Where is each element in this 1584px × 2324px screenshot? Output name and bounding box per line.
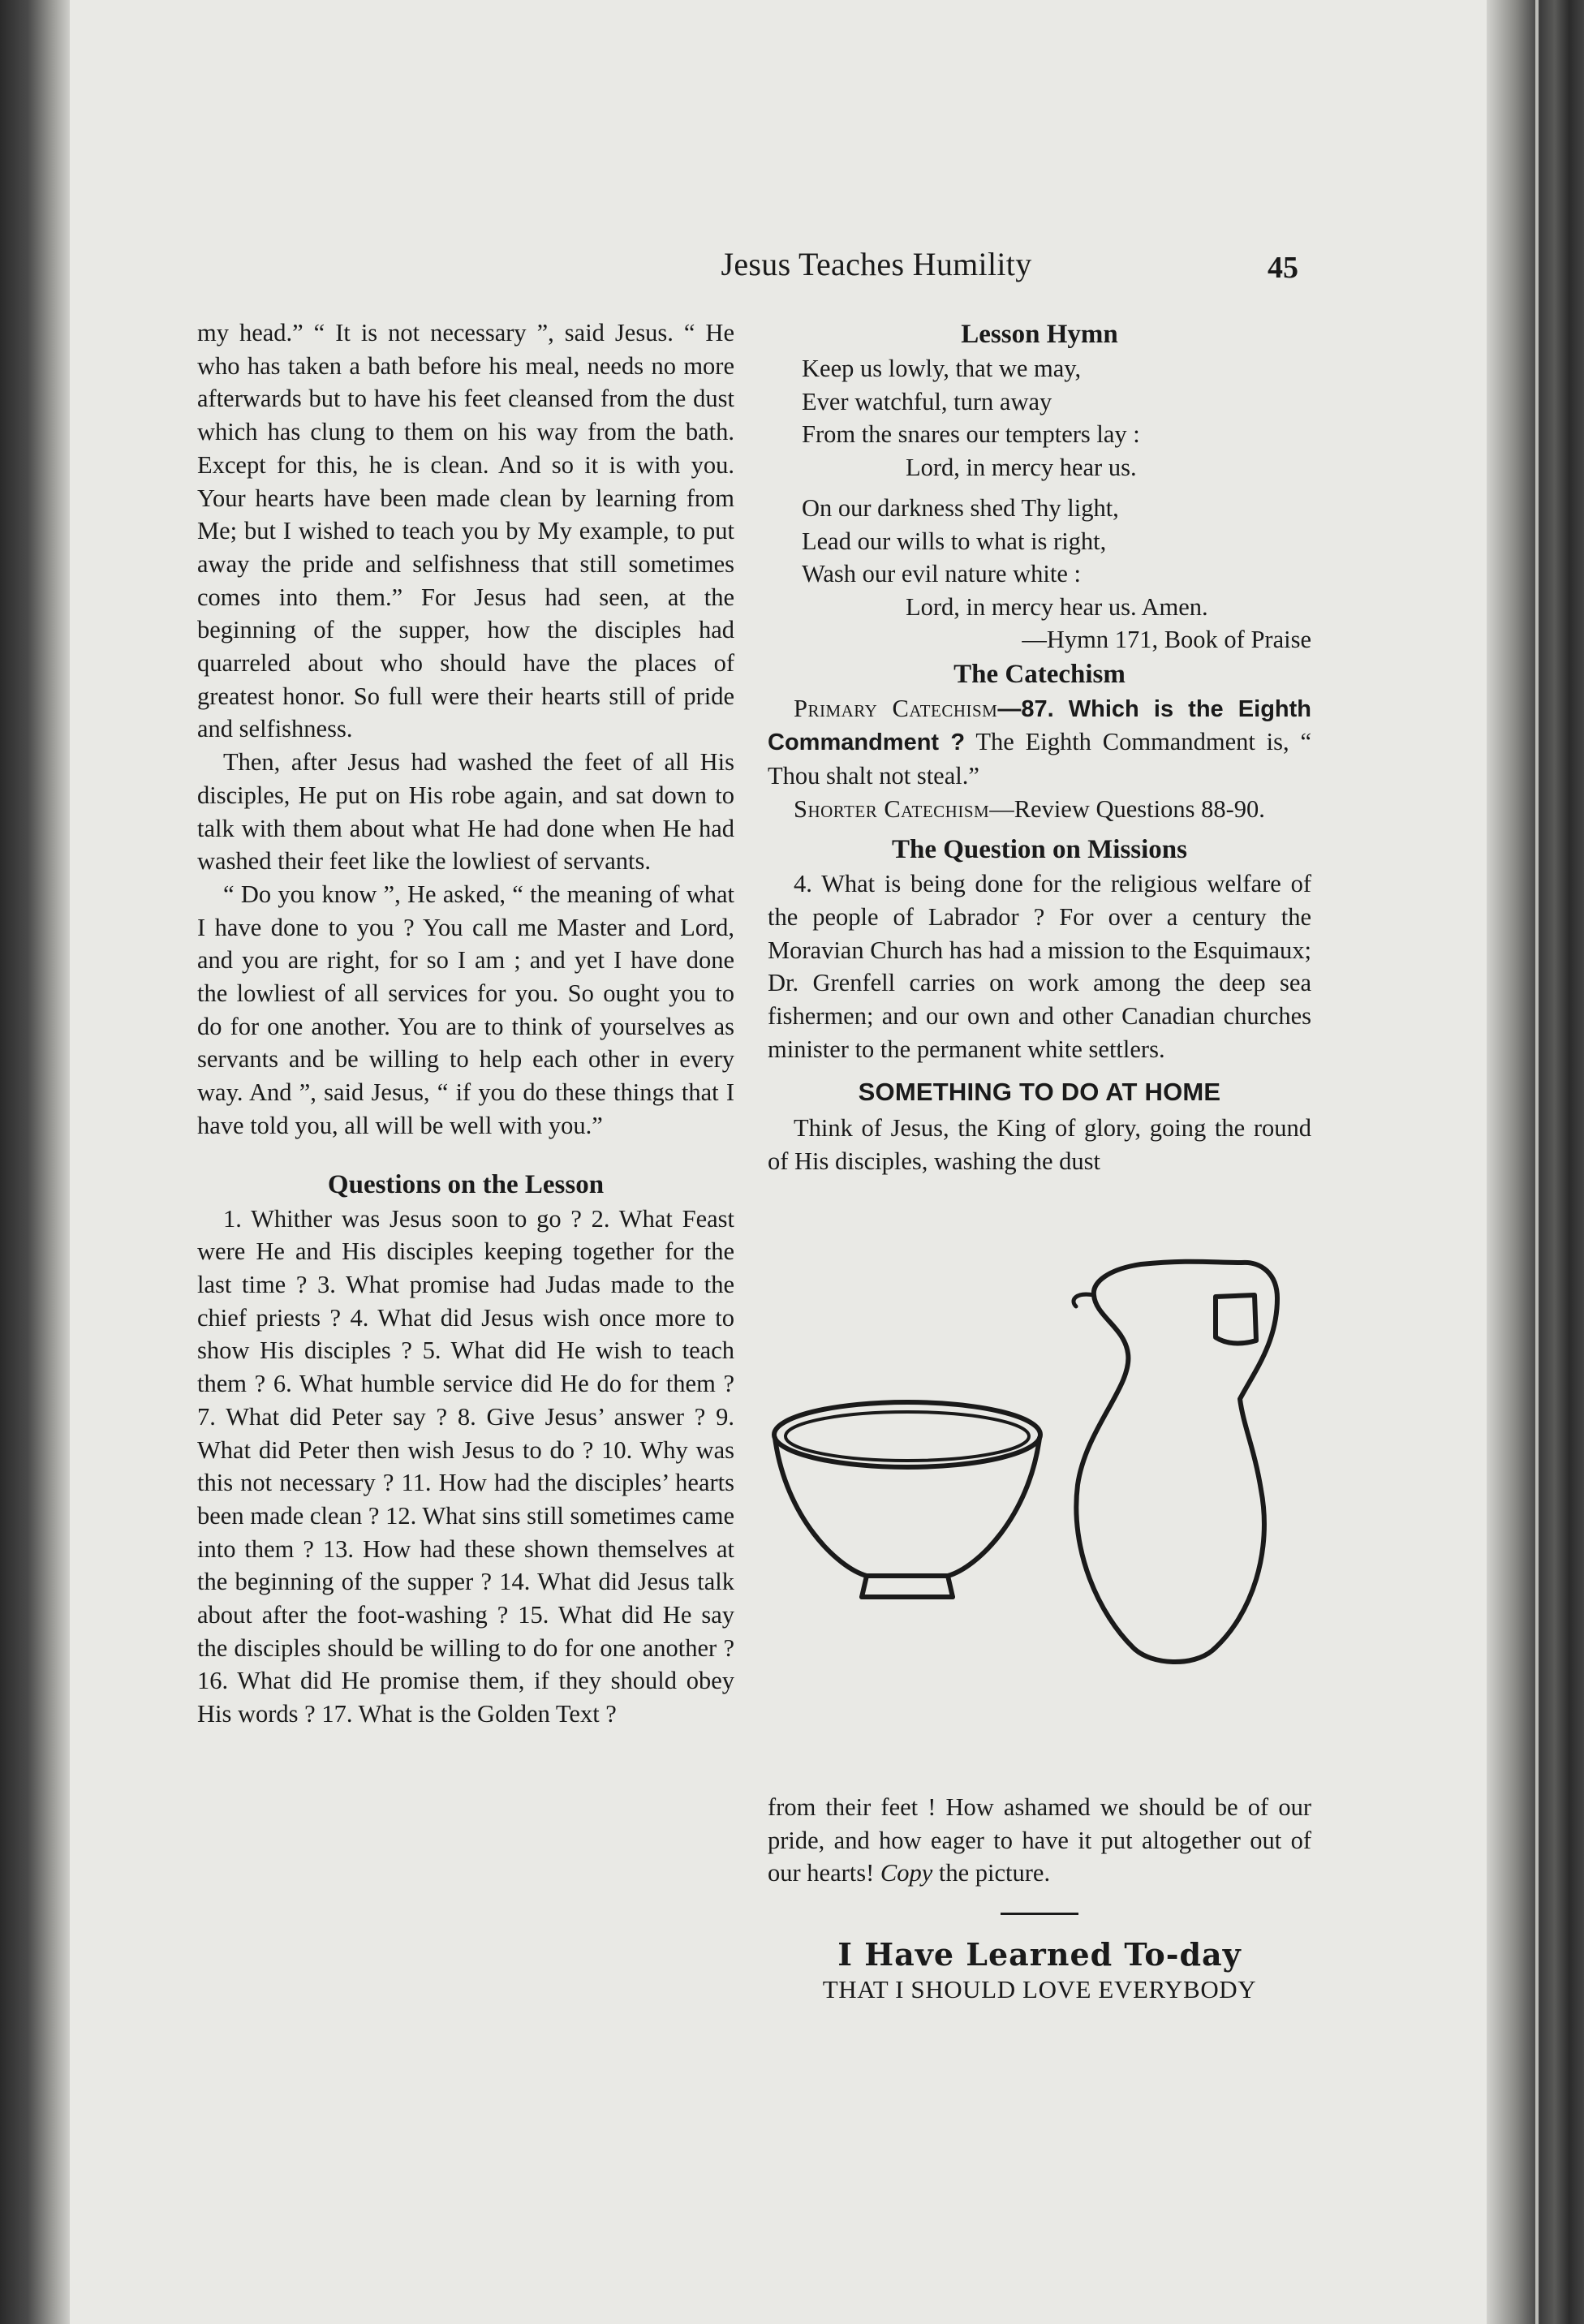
page-number: 45: [1268, 251, 1298, 285]
hymn-credit: —Hymn 171, Book of Praise: [1022, 626, 1311, 653]
hymn-stanza-2: [768, 492, 1311, 656]
primary-catechism-label: Primary Catechism: [794, 694, 998, 722]
shorter-catechism-label: Shorter Catechism: [794, 794, 990, 823]
scan-binding-shadow: [0, 0, 70, 2324]
hymn-line: On our darkness shed Thy light,: [802, 494, 1119, 522]
left-column: [197, 316, 734, 1731]
primary-catechism: [768, 692, 1311, 793]
home-text-before: Think of Jesus, the King of glory, going the round of His disciples, washing the dust: [768, 1114, 1311, 1175]
questions-heading: Questions on the Lesson: [327, 1169, 605, 1199]
primary-catechism-answer: The Eighth Commandment is, “ Thou shalt not steal.”: [768, 728, 1312, 790]
learned-motto: THAT I SHOULD LOVE EVERYBODY: [822, 1975, 1257, 2004]
shorter-catechism-text: —Review Questions 88-90.: [989, 794, 1265, 823]
primary-catechism-question: —87. Which is the Eighth Commandment ?: [768, 695, 1311, 756]
basin-drawing: [774, 1402, 1040, 1597]
home-text-after: [768, 1791, 1311, 1890]
running-head: Jesus Teaches Humility: [721, 246, 1032, 282]
copy-emphasis: Copy: [880, 1859, 933, 1887]
hymn-line: Wash our evil nature white :: [802, 560, 1081, 587]
scan-page-edges: [1487, 0, 1584, 2324]
hymn-refrain: Lord, in mercy hear us.: [906, 453, 1137, 481]
spacer: [768, 484, 1311, 492]
divider-rule: [1001, 1913, 1078, 1915]
right-column: [768, 316, 1311, 1178]
learned-title: I Have Learned To-day: [837, 1936, 1242, 1973]
hymn-heading: Lesson Hymn: [961, 320, 1118, 349]
missions-text: 4. What is being done for the religious welfare of the people of Labrador ? For over a century the Moravian Church has had a mission to the Esquimaux; Dr. Grenfell carries on work among the deep sea fishermen; and our own and other Canadian churches minister to the permanent white settlers.: [768, 870, 1311, 1063]
after-picture-section: [768, 1791, 1311, 2006]
story-paragraph-2: Then, after Jesus had washed the feet of all His disciples, He put on His robe again, and sat down to talk with them about what He had done when He had washed their feet like the lowliest of servants.: [197, 748, 734, 876]
story-paragraph-3: “ Do you know ”, He asked, “ the meaning of what I have done to you ? You call me Master and Lord, and you are right, for so I am ; and yet I have done the lowliest of all services for you. So ought you to do for one another. You are to think of yourselves as servants and be willing to help each other in every way. And ”, said Jesus, “ if you do these things that I have told you, all will be well with you.”: [197, 880, 734, 1139]
home-text-after-start: from their feet ! How ashamed we should be of our pride, and how eager to have it put altogether out of our hearts!: [768, 1793, 1311, 1887]
hymn-line: Ever watchful, turn away: [802, 387, 1052, 415]
missions-heading: The Question on Missions: [892, 835, 1187, 865]
story-paragraph-1: my head.” “ It is not necessary ”, said Jesus. “ He who has taken a bath before his meal, needs no more afterwards but to have his feet cleansed from the dust which has clung to them on his way from the bath. Except for this, he is clean. And so it is with you. Your hearts have been made clean by learning from Me; but I wished to teach you by My example, to put away the pride and selfishness that still sometimes comes into them.” For Jesus had seen, at the beginning of the supper, how the disciples had quarreled about who should have the places of greatest honor. So full were their hearts still of pride and selfishness.: [197, 319, 734, 743]
hymn-stanza-1: [768, 352, 1311, 484]
questions-text: 1. Whither was Jesus soon to go ? 2. What Feast were He and His disciples keeping together for the last time ? 3. What promise had Judas made to the chief priests ? 4. What did Jesus wish once more to show His disciples ? 5. What did He wish to teach them ? 6. What humble service did He do for them ? 7. What did Peter say ? 8. Give Jesus’ answer ? 9. What did Peter then wish Jesus to do ? 10. Why was this not necessary ? 11. How had the disciples’ hearts been made clean ? 12. What sins still sometimes came into them ? 13. How had these shown themselves at the beginning of the supper ? 14. What did Jesus talk about after the foot-washing ? 15. What did He say the disciples should be willing to do for one another ? 16. What did He promise them, if they should obey His words ? 17. What is the Golden Text ?: [197, 1204, 734, 1728]
hymn-line: Keep us lowly, that we may,: [802, 355, 1082, 382]
hymn-line: Lead our wills to what is right,: [802, 527, 1107, 555]
basin-and-pitcher-illustration: [768, 1250, 1319, 1785]
pitcher-drawing: [1074, 1262, 1277, 1662]
catechism-heading: The Catechism: [953, 659, 1126, 689]
shorter-catechism: [768, 793, 1311, 826]
home-text-after-end: the picture.: [932, 1859, 1051, 1887]
home-heading: SOMETHING TO DO AT HOME: [858, 1077, 1221, 1106]
hymn-refrain: Lord, in mercy hear us. Amen.: [906, 592, 1208, 621]
spacer: [768, 825, 1311, 832]
spacer: [197, 1143, 734, 1167]
hymn-line: From the snares our tempters lay :: [802, 420, 1140, 448]
